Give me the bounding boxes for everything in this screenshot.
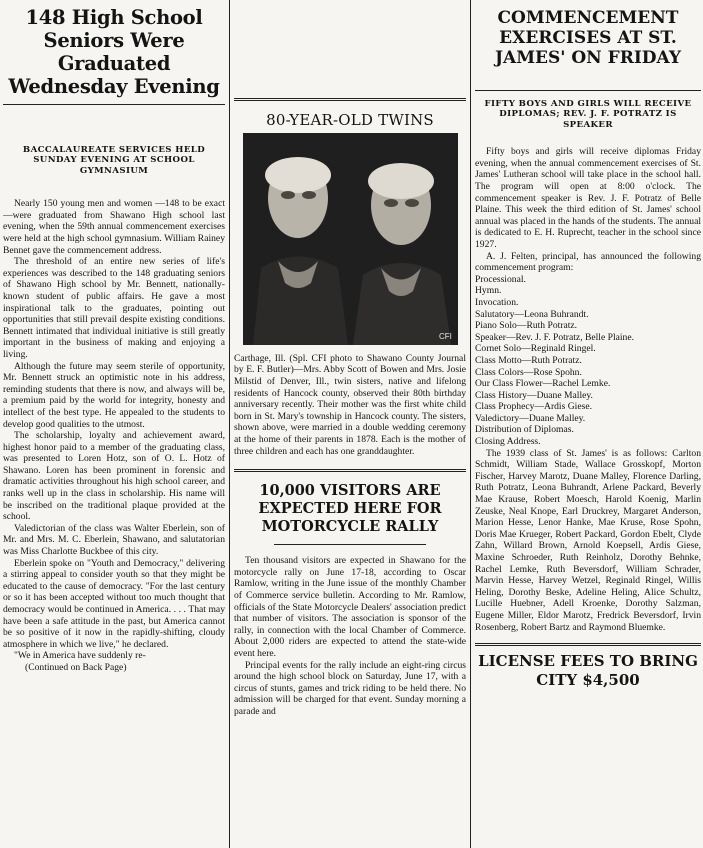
rally-paragraph: Ten thousand visitors are expected in Shawano for the motorcycle rally on June 17-18, according to Oscar Ramlow, writing in the June issue of the monthly Chamber of Commerce service bulletin. According to Mr. Ramlow, officials of the State Motorcycle Dealers' association predict that number of visitors. The association is sponsor of the rally, in connection with the local Chamber of Commerce. About 2,000 riders are expected to attend the state-wide event here.	[234, 555, 466, 659]
program-item: Closing Address.	[475, 436, 541, 448]
commencement-headline: COMMENCEMENT EXERCISES AT ST. JAMES' ON FRIDAY	[494, 8, 682, 68]
twins-caption-text: Carthage, Ill. (Spl. CFI photo to Shawano County Journal by E. F. Butler)—Mrs. Abby Scott of Bowen and Mrs. Josie Milstid of Denver, Ill., twin sisters, native and lifelong residents of Hancock county, observed their 80th birthday anniversary recently. Their mother was the first white child born in St. Mary's township in Hancock county. The sisters, shown above, were married in a double wedding ceremony at the home of their parents in 1878. Each is the mother of three children and each has one granddaughter.	[234, 352, 466, 457]
article-paragraph: Although the future may seem sterile of opportunity, Mr. Bennett struck an optimistic note in his address, reminding students that there is now, and always will be, a premium paid by the world for integrity, honesty and intellect of the best type. He appealed to the students to develop good qualities to the utmost.	[3, 360, 225, 430]
middle-column	[234, 0, 466, 848]
twins-caption	[234, 353, 466, 457]
program-item: Cornet Solo—Reginald Ringel.	[475, 343, 596, 355]
program-item: Hymn.	[475, 285, 502, 297]
graduation-headline: 148 High School Seniors Were Graduated Wednesday Evening	[8, 6, 220, 98]
program-item: Speaker—Rev. J. F. Potratz, Belle Plaine.	[475, 331, 635, 343]
rally-headline-rule	[274, 544, 426, 545]
article-paragraph: "We in America have suddenly re-	[14, 650, 146, 662]
rally-top-rule	[234, 469, 466, 472]
twins-top-rule	[234, 98, 466, 101]
twins-title: 80-YEAR-OLD TWINS	[266, 111, 434, 129]
program-item: Distribution of Diplomas.	[475, 424, 574, 436]
graduation-article-body	[3, 198, 225, 673]
program-item: Class Prophecy—Ardis Giese.	[475, 401, 592, 413]
left-column	[3, 0, 225, 848]
column-rule-1	[229, 0, 230, 848]
baccalaureate-subhead: BACCALAUREATE SERVICES HELD SUNDAY EVENING AT SCHOOL GYMNASIUM	[22, 145, 206, 176]
commencement-intro: Fifty boys and girls will receive diplomas Friday evening, when the annual commencement exercises of St. James' Lutheran school will take place in the school hall. The program will open at 8:00 o'clock. The commencement speaker is Rev. J. F. Potratz of Belle Plaine. This week the third edition of St. James' school annual was placed in the hands of the students. The annual is dedicated to E. H. Ruprecht, teacher in the school since 1927.	[475, 146, 701, 250]
article-paragraph: Valedictorian of the class was Walter Eberlein, son of Mr. and Mrs. M. C. Eberlein, Shawano, and salutatorian was Miss Charlotte Buckbee of this city.	[3, 522, 225, 558]
license-headline: LICENSE FEES TO BRING CITY $4,500	[478, 652, 698, 690]
commencement-subhead: FIFTY BOYS AND GIRLS WILL RECEIVE DIPLOMAS; REV. J. F. POTRATZ IS SPEAKER	[484, 99, 692, 130]
class-list	[475, 448, 701, 634]
commencement-rule	[475, 90, 701, 91]
rally-headline: 10,000 VISITORS ARE EXPECTED HERE FOR MOTORCYCLE RALLY	[258, 482, 442, 536]
program-announcement: A. J. Felten, principal, has announced the following commencement program:	[475, 250, 701, 274]
article-paragraph: Eberlein spoke on "Youth and Democracy," delivering a stirring appeal to consider youth so that they might be educated to the cause of democracy. "For the last century or so it has been accepted without too much thought that democracy would be continued in America. . . . That may have been a safe attitude in the past, but America cannot be so positive of it now in the rapidly-shifting, cloudy atmosphere in which we live," he declared.	[3, 557, 225, 650]
right-column	[475, 0, 701, 848]
continued-line: (Continued on Back Page)	[25, 661, 127, 673]
headline-rule	[3, 104, 225, 105]
class-list-text: The 1939 class of St. James' is as follows: Carlton Schmidt, William Stade, Wallace Grosskopf, Morton Fischer, Harvey Marotz, Duane Malley, Florence Darling, Ruth Potratz, Leona Buhrandt, Arlene Packard, Beverly Mae Krause, Robert Moesch, Harold Koenig, Marlin Zeuske, Neal Knope, Earl Druckrey, Margaret Anderson, Marion Hesse, Lenor Hanke, Mae Kruse, Rose Spohn, Doris Mae Krueger, Robert Packard, Gordon Ebelt, Clyde Zahn, Willard Brown, Arnold Koepsell, Ardis Giese, Maxine Schroeder, Ruth Reinholz, Dorothy Behnke, Rachel Lemke, Ruth Beversdorf, William Schrader, Marvin Hesse, Harvey Wetzel, Reginald Ringel, Willis Heling, Dorothy Beske, Adeline Heling, Alice Schultz, Lucille Huebner, Adell Kroenke, Dorothy Salzman, Eugene Miller, Eldor Marotz, Fredrick Beversdorf, Irvin Rosenberg, Robert Bartz and Raymond Bluemke.	[475, 447, 701, 633]
program-item: Our Class Flower—Rachel Lemke.	[475, 378, 611, 390]
rally-article-body	[234, 555, 466, 717]
program-item: Class Colors—Rose Spohn.	[475, 366, 582, 378]
program-item: Processional.	[475, 273, 526, 285]
twins-photo	[243, 133, 458, 345]
article-paragraph: The threshold of an entire new series of life's experiences was described to the 148 graduating seniors of Shawano High school by Mr. Bennett, nationally-known student of public affairs. He gave a most inspirational talk to the graduates, pointing out opportunities that still prevail despite existing conditions. Bennett intimated that individual initiative is still greatly important in the business of making and enjoying a living.	[3, 256, 225, 360]
column-rule-2	[470, 0, 471, 848]
commencement-body	[475, 146, 701, 274]
program-item: Class Motto—Ruth Potratz.	[475, 354, 582, 366]
article-paragraph: Nearly 150 young men and women —148 to be exact—were graduated from Shawano High school last evening, when the 59th annual commencement exercises were held at the high school gymnasium. William Rainey Bennet gave the commencement address.	[3, 198, 225, 256]
program-item: Invocation.	[475, 296, 519, 308]
program-item: Class History—Duane Malley.	[475, 389, 593, 401]
article-paragraph: The scholarship, loyalty and achievement award, highest honor paid to a member of the graduating class, was presented to Loren Hotz, son of O. L. Hotz of Shawano. Loren has been prominent in forensic and dramatic activities throughout his high school career, and ranks well up in the class in scholarship. His name will be inscribed on the traditional plaque provided at the school.	[3, 430, 225, 523]
license-top-rule	[475, 643, 701, 646]
twins-photo-image	[243, 133, 458, 345]
program-item: Piano Solo—Ruth Potratz.	[475, 320, 578, 332]
photo-credit: CFI	[438, 331, 452, 341]
rally-paragraph: Principal events for the rally include an eight-ring circus around the high school block on Saturday, June 17, with a circus of stunts, games and trick riding to be held there. No admission will be charged for that event. Sunday morning a parade and	[234, 659, 466, 717]
program-item: Valedictory—Duane Malley.	[475, 412, 586, 424]
program-item: Salutatory—Leona Buhrandt.	[475, 308, 589, 320]
program-list	[475, 274, 701, 448]
